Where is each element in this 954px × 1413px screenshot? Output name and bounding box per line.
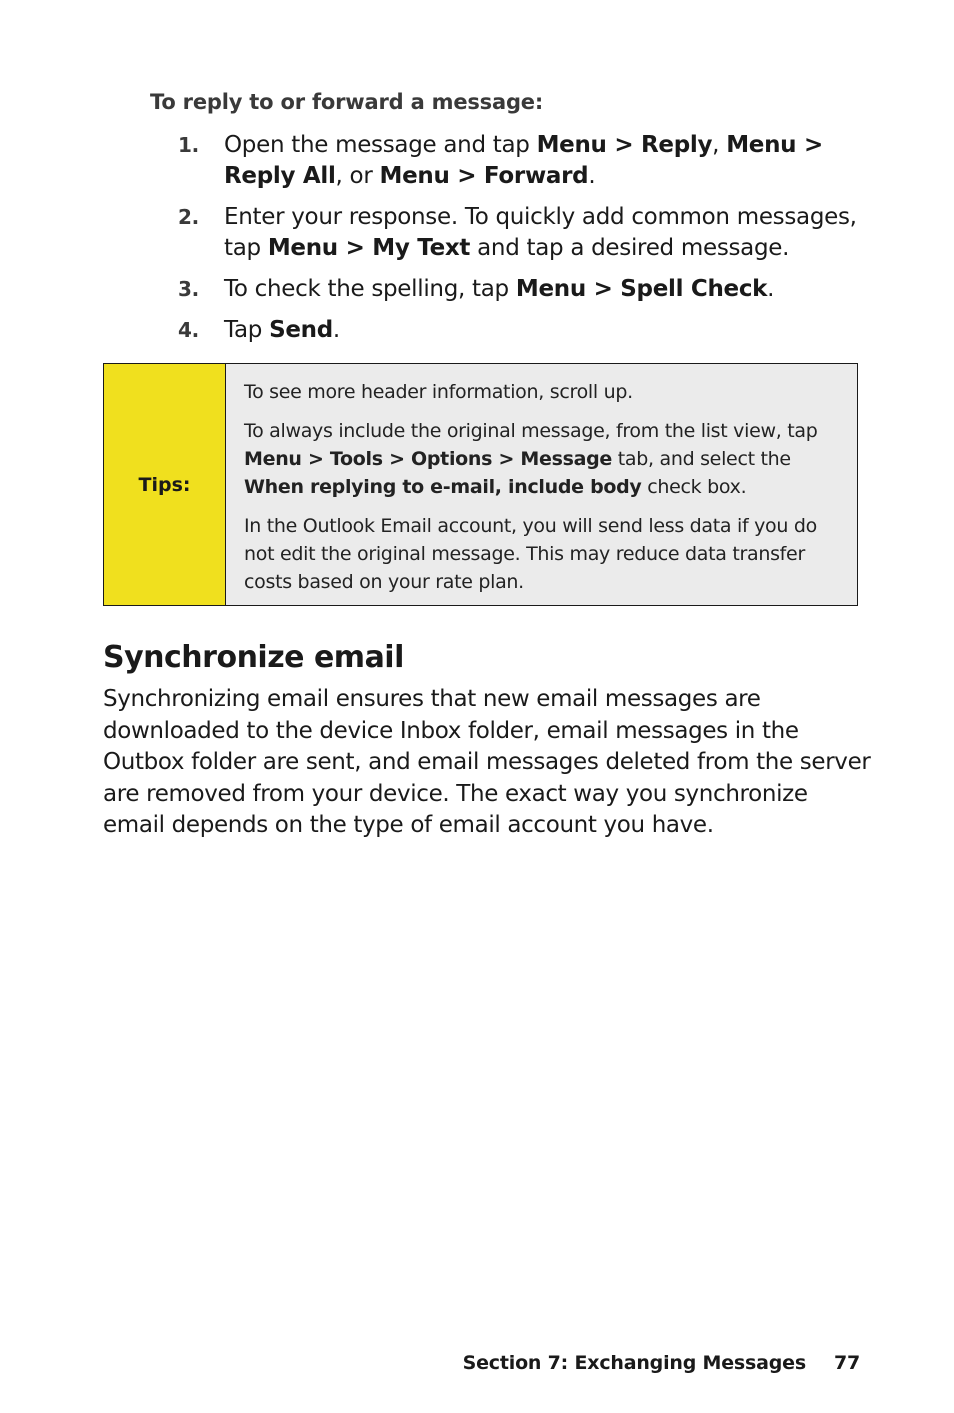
step-text: To check the spelling, tap Menu > Spell Check.	[224, 276, 775, 302]
menu-path: Menu > My Text	[267, 235, 471, 261]
tip-item: In the Outlook Email account, you will send less data if you do not edit the original message. This may reduce data transfer costs based on your rate plan.	[244, 515, 817, 593]
menu-path: Menu > Spell Check	[515, 276, 768, 302]
step-number: 1.	[178, 133, 199, 157]
tip-item: To always include the original message, from the list view, tap Menu > Tools > Options > Message tab, and select the When replying to e-mail, include body check box.	[244, 420, 818, 498]
menu-path: Menu > Tools > Options > Message	[244, 448, 613, 470]
step-number: 4.	[178, 318, 199, 342]
section-body: Synchronizing email ensures that new email messages are downloaded to the device Inbox folder, email messages in the Outbox folder are sent, and email messages deleted from the server are removed from your device. The exact way you synchronize email depends on the type of email account you have.	[103, 686, 871, 838]
tips-box	[103, 363, 858, 606]
step-item	[178, 274, 868, 305]
step-number: 3.	[178, 277, 199, 301]
steps-list	[178, 130, 868, 356]
page-number: 77	[833, 1352, 860, 1374]
step-item	[178, 130, 868, 192]
tips-content	[226, 364, 857, 605]
step-text: Open the message and tap Menu > Reply, Menu > Reply All, or Menu > Forward.	[224, 132, 823, 189]
tip-item: To see more header information, scroll up.	[244, 381, 633, 403]
footer-section-label: Section 7: Exchanging Messages	[462, 1352, 806, 1374]
procedure-heading: To reply to or forward a message:	[150, 90, 544, 114]
step-item	[178, 315, 868, 346]
step-item	[178, 202, 868, 264]
page-footer	[463, 1352, 860, 1374]
menu-path: Menu > Reply	[536, 132, 713, 158]
step-text: Enter your response. To quickly add common messages, tap Menu > My Text and tap a desired message.	[224, 204, 857, 261]
send-label: Send	[269, 317, 333, 343]
menu-path: Menu > Forward	[379, 163, 589, 189]
option-name: When replying to e-mail, include body	[244, 476, 642, 498]
step-text: Tap Send.	[224, 317, 340, 343]
section-title: Synchronize email	[103, 640, 404, 675]
tips-label: Tips:	[104, 364, 226, 605]
step-number: 2.	[178, 205, 199, 229]
menu-path: Menu > Reply All	[224, 132, 823, 189]
